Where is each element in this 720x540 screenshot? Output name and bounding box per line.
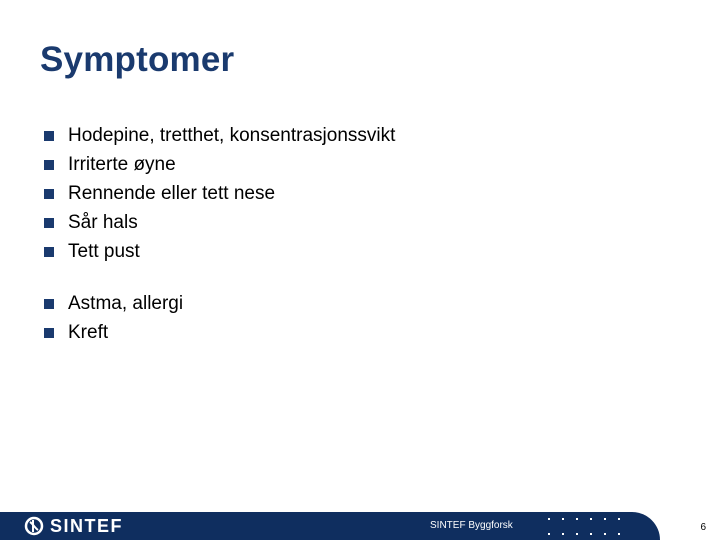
slide-title: Symptomer [40,40,235,79]
square-bullet-icon [44,328,54,338]
list-item-text: Sår hals [68,212,138,233]
list-item-text: Hodepine, tretthet, konsentrasjonssvikt [68,125,396,146]
square-bullet-icon [44,247,54,257]
list-item-text: Tett pust [68,241,140,262]
list-item-text: Astma, allergi [68,293,184,314]
list-item-text: Rennende eller tett nese [68,183,276,204]
list-item-text: Irriterte øyne [68,154,176,175]
list-item [44,182,395,211]
list-item [44,211,395,240]
decorative-dots [548,516,620,536]
sintef-logo [24,515,123,537]
square-bullet-icon [44,160,54,170]
slide-footer [0,512,720,540]
square-bullet-icon [44,131,54,141]
footer-band [0,512,660,540]
sintef-logo-icon [24,516,44,536]
footer-label: SINTEF Byggforsk [430,520,513,531]
bullet-list-symptoms [44,124,395,269]
bullet-list-diseases [44,292,183,350]
list-item [44,153,395,182]
list-item [44,240,395,269]
square-bullet-icon [44,218,54,228]
list-item [44,292,183,321]
square-bullet-icon [44,189,54,199]
logo-text: SINTEF [50,515,124,536]
page-number: 6 [700,522,706,533]
list-item-text: Kreft [68,322,109,343]
list-item [44,124,395,153]
list-item [44,321,183,350]
square-bullet-icon [44,299,54,309]
